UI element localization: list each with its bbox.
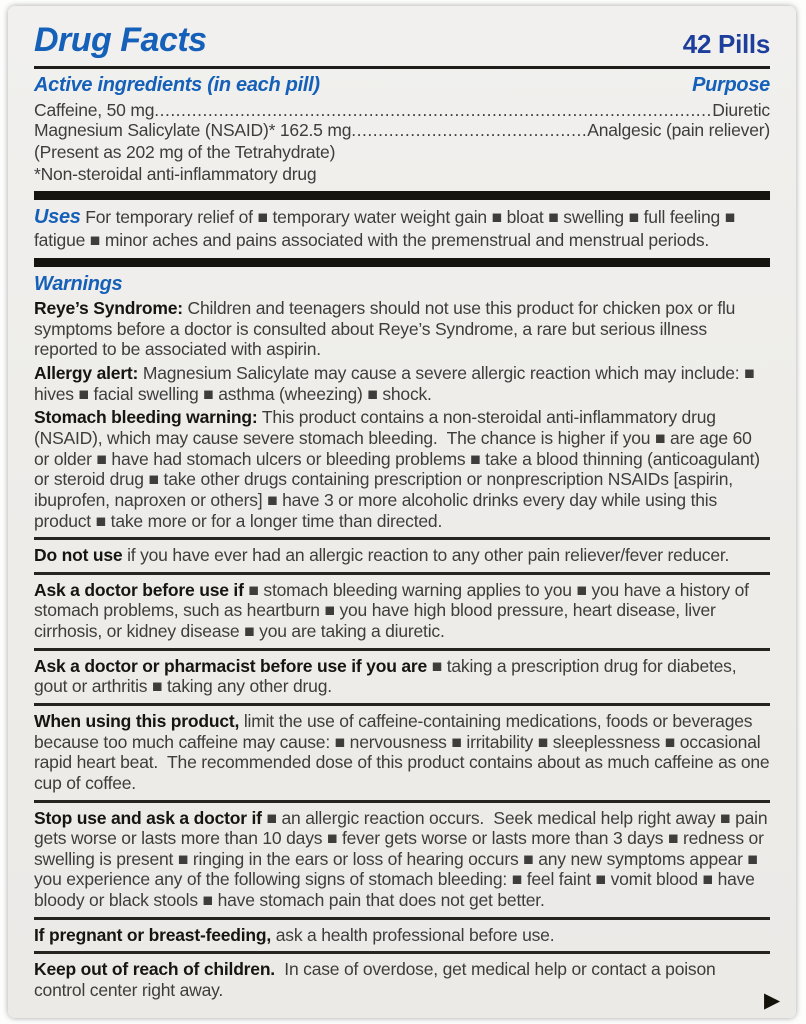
section-text: limit the use of caffeine-containing medications, foods or beverages because too much caffeine may cause: ■ nervousness ■ irritability ■ sleeplessness ■ occasional rapid heart beat. The recommended dose of this product contains about as much caffeine as one cup of coffee. [34, 710, 775, 793]
ingredient-note-tetrahydrate: (Present as 202 mg of the Tetrahydrate) [34, 141, 336, 162]
section-divider-thin [34, 537, 770, 540]
section-text: if you have ever had an allergic reaction to any other pain reliever/fever reducer. [122, 545, 730, 566]
section-divider-thin [34, 572, 770, 575]
ingredient-row-caffeine [34, 100, 770, 121]
section-ask-a-doctor [34, 580, 770, 642]
section-lead: Keep out of reach of children. [34, 959, 275, 980]
warning-paragraph-reyes-syndrome [34, 298, 770, 360]
header [34, 20, 770, 60]
warning-text: Children and teenagers should not use this product for chicken pox or flu symptoms before a doctor is consulted about Reye’s Syndrome, a rare but serious illness reported to be associated with aspirin. [34, 298, 740, 360]
section-divider-thin [34, 951, 770, 954]
warning-paragraph-stomach-bleeding [34, 407, 770, 531]
uses-text: For temporary relief of ■ temporary water weight gain ■ bloat ■ swelling ■ full feeling ■ fatigue ■ minor aches and pains associated with the premenstrual and menstrual periods. [34, 207, 740, 250]
ingredient-name: Caffeine, 50 mg [34, 99, 155, 120]
header-divider [34, 66, 770, 69]
section-text: ■ taking a prescription drug for diabetes, gout or arthritis ■ taking any other drug. [34, 655, 742, 697]
dot-leader [154, 100, 712, 121]
section-lead: Ask a doctor before use if [34, 579, 244, 600]
uses-heading: Uses [34, 206, 81, 229]
ingredient-name: Magnesium Salicylate (NSAID)* 162.5 mg [34, 120, 352, 141]
section-stop-use [34, 807, 773, 911]
ingredient-purpose: Analgesic (pain reliever) [587, 120, 770, 141]
section-lead: Do not use [34, 545, 123, 566]
section-divider-thin [34, 800, 770, 803]
continue-arrow-icon: ▶ [764, 989, 780, 1012]
section-lead: Stop use and ask a doctor if [34, 807, 262, 828]
section-pregnant [34, 925, 770, 946]
warning-lead: Stomach bleeding warning: [34, 407, 258, 428]
section-divider-thin [34, 917, 770, 920]
page-title: Drug Facts [34, 21, 207, 59]
section-do-not-use [34, 545, 770, 566]
active-ingredients-header [34, 74, 770, 98]
drug-facts-label [8, 6, 796, 1018]
section-keep-out-of-reach [34, 959, 770, 1000]
section-text: ■ stomach bleeding warning applies to you ■ you have a history of stomach problems, such as heartburn ■ you have high blood pressure, heart disease, liver cirrhosis, or kidney disease ■ you are taking a diuretic. [34, 579, 754, 642]
section-divider-thin [34, 648, 770, 651]
warnings-heading: Warnings [34, 272, 123, 295]
pill-count: 42 Pills [682, 29, 770, 60]
section-when-using [34, 710, 775, 794]
purpose-heading: Purpose [692, 74, 770, 97]
ingredient-row-magnesium-salicylate [34, 120, 770, 141]
section-lead: Ask a doctor or pharmacist before use if you are [34, 655, 428, 676]
section-text: ■ an allergic reaction occurs. Seek medical help right away ■ pain gets worse or lasts more than 10 days ■ fever gets worse or lasts more than 3 days ■ redness or swelling is present ■ ringing in the ears or loss of hearing occurs ■ any new symptoms appear ■ you experience any of the following signs of stomach bleeding: ■ feel faint ■ vomit blood ■ have bloody or black stools ■ have stomach pain that does not get better. [34, 807, 773, 911]
section-ask-a-doctor-or-pharmacist [34, 656, 770, 697]
uses-section [34, 206, 770, 250]
section-divider-thick [34, 258, 770, 267]
warning-paragraph-allergy-alert [34, 363, 770, 404]
warning-text: This product contains a non-steroidal anti-inflammatory drug (NSAID), which may cause severe stomach bleeding. The chance is higher if you ■ are age 60 or older ■ have had stomach ulcers or bleeding problems ■ take a blood thinning (anticoagulant) or steroid drug ■ take other drugs containing prescription or nonprescription NSAIDs [aspirin, ibuprofen, naproxen or others] ■ have 3 or more alcoholic drinks every day while using this product ■ take more or for a longer time than directed. [34, 407, 765, 531]
warning-lead: Reye’s Syndrome: [34, 298, 183, 319]
ingredient-note-nsaid: *Non-steroidal anti-inflammatory drug [34, 163, 317, 184]
section-divider-thin [34, 703, 770, 706]
section-divider-thick [34, 191, 770, 200]
ingredient-purpose: Diuretic [712, 99, 770, 120]
section-lead: If pregnant or breast-feeding, [34, 924, 272, 945]
section-text: ask a health professional before use. [271, 924, 555, 945]
section-lead: When using this product, [34, 710, 240, 731]
section-text: In case of overdose, get medical help or contact a poison control center right away. [34, 959, 721, 1001]
warning-lead: Allergy alert: [34, 363, 139, 384]
warning-text: Magnesium Salicylate may cause a severe allergic reaction which may include: ■ hives ■ facial swelling ■ asthma (wheezing) ■ shock. [34, 363, 760, 404]
dot-leader [351, 120, 587, 141]
active-ingredients-heading: Active ingredients (in each pill) [34, 74, 320, 97]
